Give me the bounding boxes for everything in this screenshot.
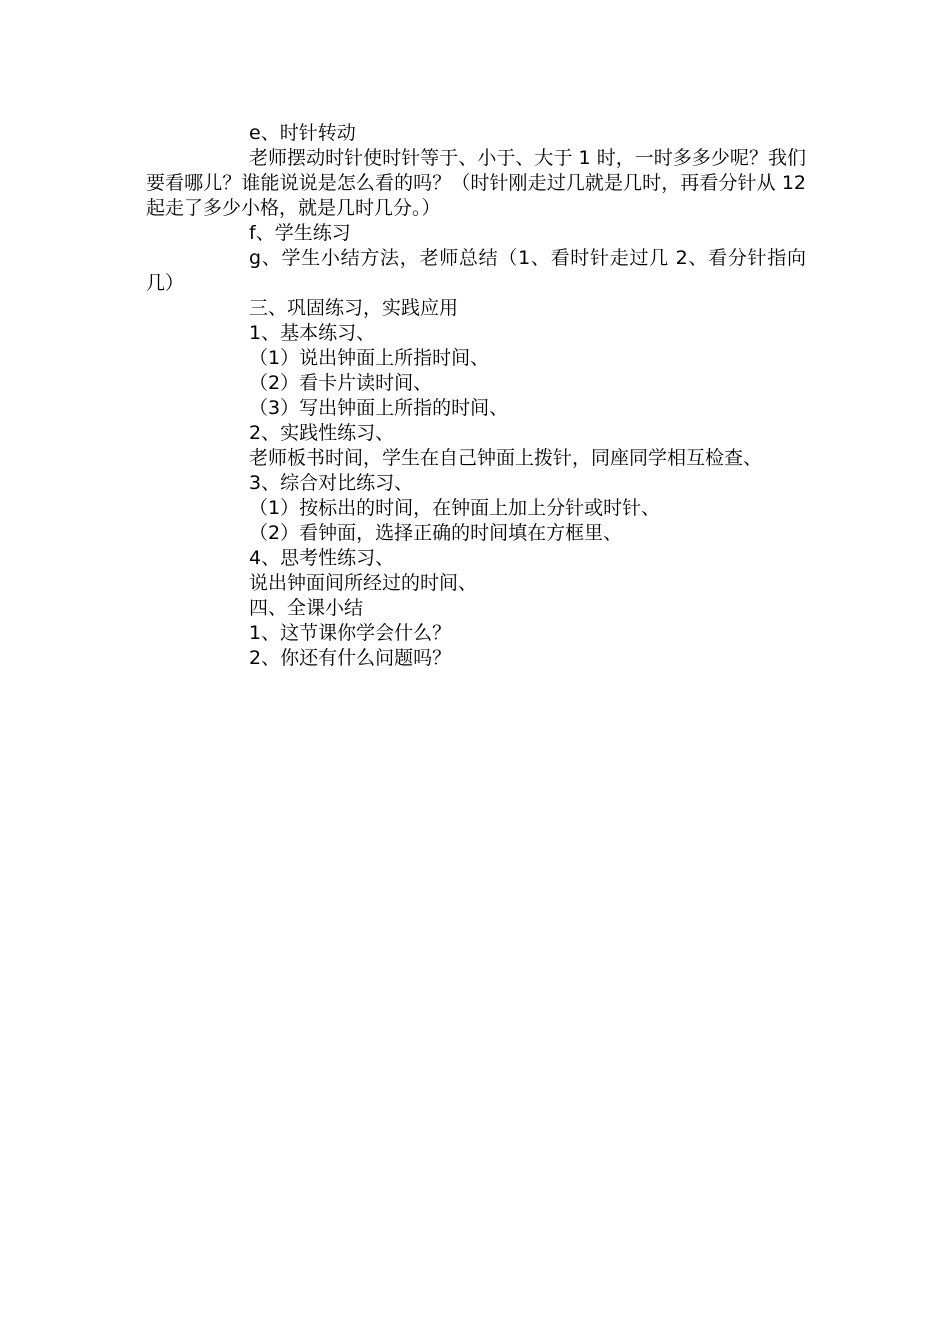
list-item-basic-practice: 1、基本练习、 — [249, 322, 376, 344]
paragraph-g-summary: g、学生小结方法，老师总结（1、看时针走过几 2、看分针指向几） — [146, 247, 806, 294]
list-item-basic-2: （2）看卡片读时间、 — [249, 372, 433, 394]
paragraph-f-heading: f、学生练习 — [249, 222, 351, 244]
document-body — [146, 121, 806, 671]
list-item-summary-2: 2、你还有什么问题吗？ — [249, 647, 452, 669]
paragraph-e-heading: e、时针转动 — [249, 122, 356, 144]
section-three-heading: 三、巩固练习，实践应用 — [249, 297, 459, 319]
list-item-comparison-2: （2）看钟面，选择正确的时间填在方框里、 — [249, 522, 623, 544]
list-item-comparison-practice: 3、综合对比练习、 — [249, 472, 414, 494]
paragraph-teacher-demo: 老师摆动时针使时针等于、小于、大于 1 时，一时多多少呢？我们要看哪儿？谁能说说是怎么看的吗？（时针刚走过几就是几时，再看分针从 12 起走了多少小格，就是几时几分。） — [146, 147, 806, 219]
list-item-basic-1: （1）说出钟面上所指时间、 — [249, 347, 490, 369]
paragraph-thinking-detail: 说出钟面间所经过的时间、 — [249, 572, 478, 594]
list-item-practical-practice: 2、实践性练习、 — [249, 422, 395, 444]
list-item-thinking-practice: 4、思考性练习、 — [249, 547, 395, 569]
section-four-heading: 四、全课小结 — [249, 597, 364, 619]
list-item-comparison-1: （1）按标出的时间，在钟面上加上分针或时针、 — [249, 497, 661, 519]
list-item-summary-1: 1、这节课你学会什么？ — [249, 622, 452, 644]
list-item-basic-3: （3）写出钟面上所指的时间、 — [249, 397, 509, 419]
paragraph-practical-detail: 老师板书时间，学生在自己钟面上拨针，同座同学相互检查、 — [249, 447, 763, 469]
